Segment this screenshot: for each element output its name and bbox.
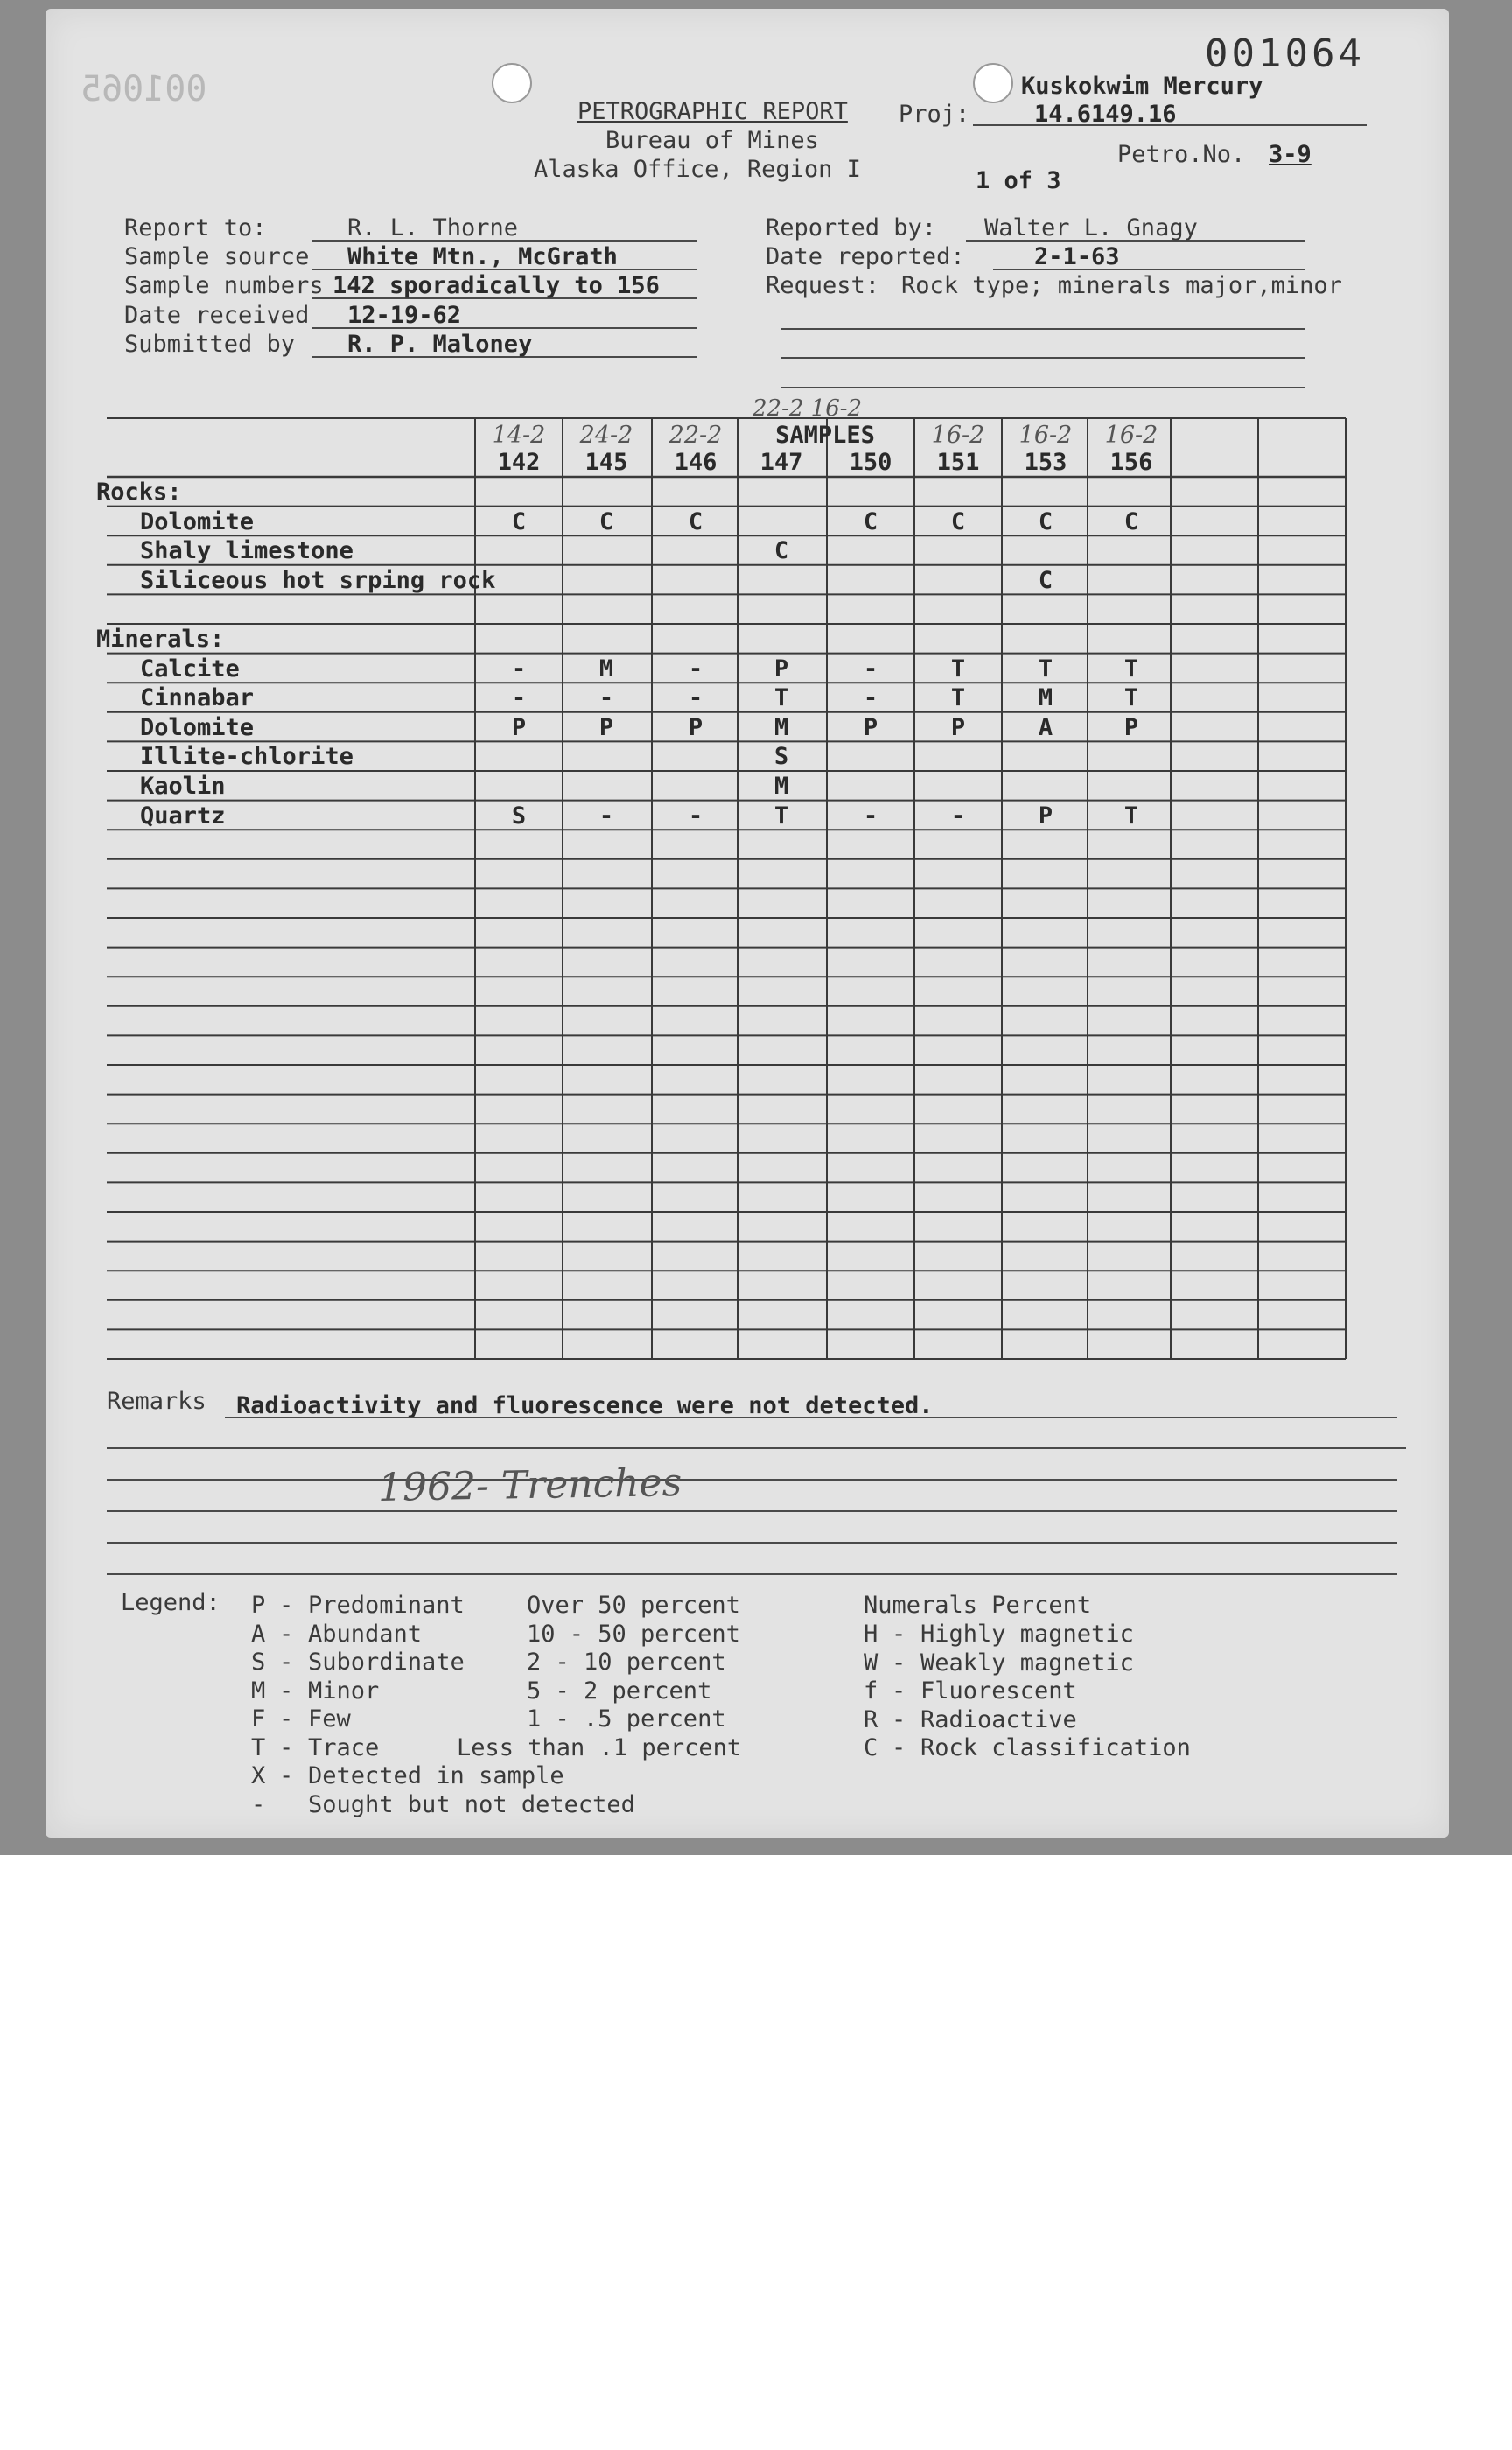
samples-label: SAMPLES bbox=[775, 422, 875, 449]
report-sheet bbox=[46, 9, 1449, 1838]
legend-right-title: Numerals Percent bbox=[864, 1592, 1092, 1619]
table-cell: C bbox=[1038, 508, 1054, 536]
legend-name: Predominant bbox=[308, 1592, 465, 1619]
column-header: 151 bbox=[936, 449, 980, 476]
legend-dash: - bbox=[892, 1620, 906, 1648]
field-value: 12-19-62 bbox=[347, 302, 462, 329]
table-cell: P bbox=[1124, 713, 1139, 741]
column-header: 153 bbox=[1024, 449, 1068, 476]
table-cell: P bbox=[688, 713, 704, 741]
column-header: 150 bbox=[849, 449, 892, 476]
legend-name: Trace bbox=[308, 1733, 380, 1761]
remarks-line bbox=[107, 1542, 1397, 1544]
field-label: Sample source bbox=[124, 243, 310, 270]
project-label: Proj: bbox=[899, 101, 970, 128]
legend-dash: - bbox=[279, 1592, 294, 1619]
office-name: Alaska Office, Region I bbox=[534, 156, 861, 183]
field-value: Walter L. Gnagy bbox=[984, 214, 1198, 242]
remarks-line bbox=[107, 1479, 1397, 1480]
legend-code: A bbox=[251, 1620, 266, 1648]
petro-number: 3-9 bbox=[1269, 141, 1312, 168]
column-header: 142 bbox=[497, 449, 541, 476]
legend-dash: - bbox=[279, 1676, 294, 1704]
legend-range: 1 - .5 percent bbox=[527, 1705, 726, 1732]
legend-name: Radioactive bbox=[920, 1705, 1077, 1733]
project-name: Kuskokwim Mercury bbox=[1021, 73, 1264, 100]
legend-code: f bbox=[864, 1677, 878, 1704]
field-label: Date reported: bbox=[766, 243, 965, 270]
table-cell: T bbox=[950, 654, 966, 682]
legend-name: Sought but not detected bbox=[308, 1790, 635, 1818]
table-cell: - bbox=[598, 684, 614, 712]
row-label: Dolomite bbox=[140, 508, 255, 536]
table-cell: T bbox=[1124, 654, 1139, 682]
table-cell: P bbox=[511, 713, 527, 741]
table-cell: - bbox=[511, 684, 527, 712]
legend-dash: - bbox=[892, 1677, 906, 1704]
table-cell: P bbox=[863, 713, 878, 741]
remarks-line bbox=[107, 1447, 1406, 1449]
remarks-text: Radioactivity and fluorescence were not detected. bbox=[236, 1392, 934, 1419]
column-handwritten: 24-2 bbox=[579, 422, 634, 449]
table-cell: P bbox=[1038, 802, 1054, 830]
legend-range: 2 - 10 percent bbox=[527, 1648, 726, 1676]
legend-code: F bbox=[251, 1705, 266, 1732]
legend-dash: - bbox=[279, 1648, 294, 1676]
table-cell: C bbox=[598, 508, 614, 536]
field-value: R. L. Thorne bbox=[347, 214, 519, 242]
table-cell: T bbox=[1124, 684, 1139, 712]
table-cell: P bbox=[774, 654, 789, 682]
field-label: Date received bbox=[124, 302, 310, 329]
table-cell: C bbox=[950, 508, 966, 536]
legend-name: Subordinate bbox=[308, 1648, 465, 1676]
table-cell: T bbox=[774, 802, 789, 830]
legend-name: Few bbox=[308, 1705, 351, 1732]
legend-range: Over 50 percent bbox=[527, 1592, 740, 1619]
table-cell: - bbox=[598, 802, 614, 830]
table-cell: - bbox=[688, 802, 704, 830]
legend-code: R bbox=[864, 1705, 878, 1733]
legend-code: S bbox=[251, 1648, 266, 1676]
legend-dash: - bbox=[279, 1762, 294, 1789]
table-cell: - bbox=[511, 654, 527, 682]
field-label: Submitted by bbox=[124, 331, 296, 358]
legend-name: Fluorescent bbox=[920, 1677, 1077, 1704]
remarks-handwritten: 1962- Trenches bbox=[377, 1460, 682, 1511]
document-number: 001064 bbox=[1205, 32, 1365, 76]
table-cell: S bbox=[774, 743, 789, 771]
legend-code: T bbox=[251, 1733, 266, 1761]
field-value: 2-1-63 bbox=[1034, 243, 1120, 270]
table-cell: C bbox=[1124, 508, 1139, 536]
legend-code: H bbox=[864, 1620, 878, 1648]
legend-name: Rock classification bbox=[920, 1734, 1191, 1761]
table-cell: - bbox=[688, 654, 704, 682]
legend-label: Legend: bbox=[121, 1589, 220, 1616]
legend-dash: - bbox=[279, 1705, 294, 1732]
table-cell: - bbox=[688, 684, 704, 712]
legend-name: Detected in sample bbox=[308, 1762, 564, 1789]
table-cell: M bbox=[774, 773, 789, 800]
remarks-line bbox=[225, 1417, 1397, 1418]
table-cell: T bbox=[774, 684, 789, 712]
legend-dash: - bbox=[892, 1705, 906, 1733]
column-handwritten: 16-2 bbox=[931, 422, 985, 449]
table-cell: T bbox=[950, 684, 966, 712]
legend-code: C bbox=[864, 1734, 878, 1761]
column-header: 145 bbox=[584, 449, 628, 476]
legend-code: W bbox=[864, 1648, 878, 1676]
field-label: Reported by: bbox=[766, 214, 937, 242]
row-label: Dolomite bbox=[140, 713, 255, 741]
legend-name: Abundant bbox=[308, 1620, 423, 1648]
legend-name: Highly magnetic bbox=[920, 1620, 1134, 1648]
legend-name: Minor bbox=[308, 1676, 380, 1704]
results-table-grid bbox=[46, 9, 1449, 1838]
field-value: 142 sporadically to 156 bbox=[332, 272, 660, 299]
column-handwritten: 16-2 bbox=[1104, 422, 1158, 449]
legend-code: M bbox=[251, 1676, 266, 1704]
table-cell: C bbox=[863, 508, 878, 536]
row-label: Illite-chlorite bbox=[140, 743, 354, 771]
column-handwritten: 22-2 bbox=[668, 422, 723, 449]
table-cell: - bbox=[950, 802, 966, 830]
table-cell: C bbox=[688, 508, 704, 536]
table-cell: T bbox=[1038, 654, 1054, 682]
table-cell: M bbox=[774, 713, 789, 741]
legend-dash: - bbox=[892, 1734, 906, 1761]
table-cell: - bbox=[863, 654, 878, 682]
petro-label: Petro.No. bbox=[1117, 141, 1246, 168]
legend-range: 10 - 50 percent bbox=[527, 1620, 740, 1648]
legend-code: X bbox=[251, 1762, 266, 1789]
legend-range: Less than .1 percent bbox=[457, 1733, 742, 1761]
field-label: Report to: bbox=[124, 214, 267, 242]
remarks-line bbox=[107, 1510, 1397, 1512]
legend-range: 5 - 2 percent bbox=[527, 1676, 712, 1704]
table-cell: C bbox=[1038, 566, 1054, 594]
report-title: PETROGRAPHIC REPORT bbox=[578, 98, 848, 125]
table-cell: P bbox=[598, 713, 614, 741]
legend-name: Weakly magnetic bbox=[920, 1648, 1134, 1676]
remarks-label: Remarks bbox=[107, 1388, 206, 1415]
agency-name: Bureau of Mines bbox=[606, 127, 819, 154]
table-cell: M bbox=[598, 654, 614, 682]
section-heading: Minerals: bbox=[96, 626, 225, 653]
ghost-number: 001065 bbox=[80, 69, 207, 109]
field-value: Rock type; minerals major,minor bbox=[901, 272, 1342, 299]
project-number: 14.6149.16 bbox=[1034, 101, 1177, 128]
column-header: 146 bbox=[674, 449, 718, 476]
remarks-line bbox=[107, 1573, 1397, 1575]
legend-code: P bbox=[251, 1592, 266, 1619]
table-cell: S bbox=[511, 802, 527, 830]
column-header: 147 bbox=[760, 449, 803, 476]
column-handwritten: 14-2 bbox=[492, 422, 546, 449]
table-cell: - bbox=[863, 802, 878, 830]
field-value: White Mtn., McGrath bbox=[347, 243, 618, 270]
row-label: Shaly limestone bbox=[140, 537, 354, 565]
table-cell: P bbox=[950, 713, 966, 741]
field-label: Request: bbox=[766, 272, 880, 299]
field-value: R. P. Maloney bbox=[347, 331, 533, 358]
samples-handwritten: 22-2 16-2 bbox=[752, 396, 863, 422]
table-cell: A bbox=[1038, 713, 1054, 741]
row-label: Calcite bbox=[140, 654, 240, 682]
row-label: Quartz bbox=[140, 802, 226, 830]
table-cell: M bbox=[1038, 684, 1054, 712]
column-header: 156 bbox=[1110, 449, 1153, 476]
legend-dash: - bbox=[892, 1648, 906, 1676]
row-label: Cinnabar bbox=[140, 684, 255, 712]
row-label: Siliceous hot srping rock bbox=[140, 566, 496, 594]
table-cell: T bbox=[1124, 802, 1139, 830]
section-heading: Rocks: bbox=[96, 479, 182, 506]
column-handwritten: 16-2 bbox=[1018, 422, 1073, 449]
legend-code: - bbox=[251, 1790, 266, 1818]
table-cell: C bbox=[774, 537, 789, 565]
row-label: Kaolin bbox=[140, 773, 226, 800]
field-label: Sample numbers bbox=[124, 272, 324, 299]
legend-dash: - bbox=[279, 1620, 294, 1648]
page-of: 1 of 3 bbox=[976, 167, 1061, 194]
legend-dash: - bbox=[279, 1733, 294, 1761]
table-cell: C bbox=[511, 508, 527, 536]
table-cell: - bbox=[863, 684, 878, 712]
